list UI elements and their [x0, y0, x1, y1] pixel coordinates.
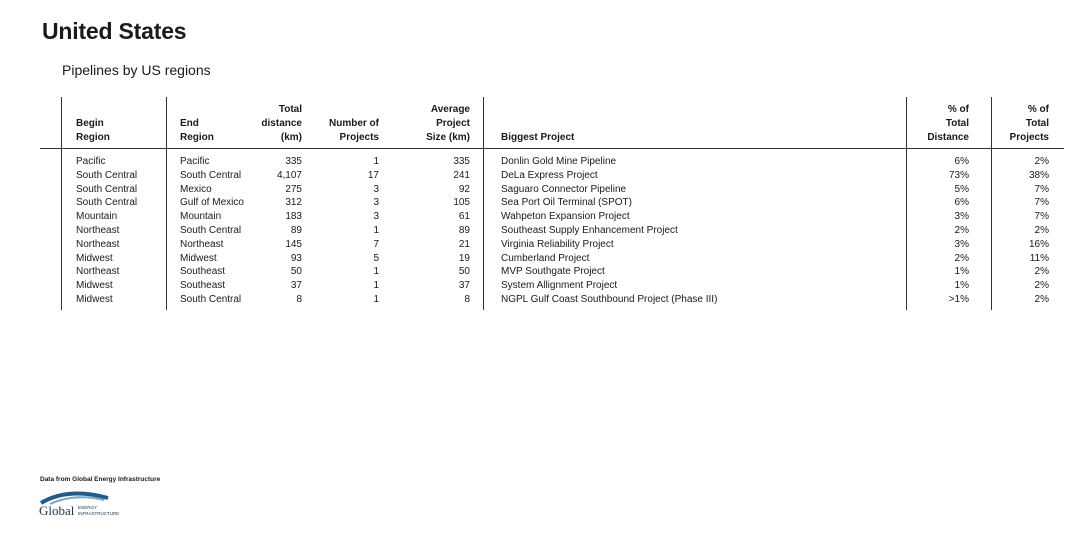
cell-begin-region: Northeast	[76, 238, 120, 250]
cell-pct-projects: 7%	[1034, 197, 1049, 209]
cell-pct-projects: 2%	[1034, 156, 1049, 167]
cell-end-region: Mountain	[180, 211, 222, 223]
cell-number-of-projects: 1	[373, 225, 379, 236]
cell-number-of-projects: 1	[373, 280, 379, 292]
cell-total-distance: 183	[285, 211, 302, 223]
table-row	[40, 224, 1064, 238]
cell-number-of-projects: 3	[373, 183, 379, 195]
cell-pct-distance: 2%	[954, 225, 969, 236]
cell-number-of-projects: 1	[373, 156, 379, 167]
header-pct-distance: % of Total Distance	[927, 104, 969, 143]
cell-pct-distance: 3%	[954, 211, 969, 223]
pipelines-table	[40, 97, 1064, 311]
table-row	[40, 252, 1064, 266]
cell-begin-region: Mountain	[76, 211, 118, 223]
cell-average-size: 19	[458, 252, 470, 264]
cell-number-of-projects: 1	[373, 294, 379, 305]
cell-total-distance: 4,107	[276, 169, 302, 181]
cell-average-size: 335	[453, 156, 470, 167]
cell-biggest-project: DeLa Express Project	[501, 169, 598, 181]
cell-total-distance: 37	[290, 280, 302, 292]
table-row	[40, 210, 1064, 224]
cell-biggest-project: NGPL Gulf Coast Southbound Project (Phase III)	[501, 294, 718, 305]
cell-begin-region: South Central	[76, 169, 138, 181]
cell-pct-distance: 1%	[954, 266, 969, 278]
cell-end-region: Midwest	[180, 252, 217, 264]
cell-average-size: 61	[458, 211, 470, 223]
cell-pct-distance: 2%	[954, 252, 969, 264]
logo-main-text: Global	[39, 503, 75, 518]
page-title: United States	[42, 18, 187, 44]
cell-number-of-projects: 7	[373, 238, 379, 250]
cell-average-size: 50	[458, 266, 470, 278]
table-row	[40, 183, 1064, 197]
cell-begin-region: Midwest	[76, 280, 113, 292]
cell-pct-distance: 6%	[954, 197, 969, 209]
cell-begin-region: South Central	[76, 197, 138, 209]
header-end-region: End Region	[180, 118, 214, 143]
table-row	[40, 169, 1064, 183]
cell-pct-distance: >1%	[948, 294, 969, 305]
table-row	[40, 265, 1064, 279]
cell-pct-distance: 5%	[954, 183, 969, 195]
table-row	[40, 196, 1064, 210]
cell-average-size: 21	[458, 238, 470, 250]
cell-number-of-projects: 17	[367, 169, 379, 181]
cell-pct-projects: 16%	[1028, 238, 1049, 250]
cell-end-region: Northeast	[180, 238, 224, 250]
logo-swoosh-icon	[38, 489, 122, 519]
cell-average-size: 105	[453, 197, 470, 209]
cell-biggest-project: System Allignment Project	[501, 280, 618, 292]
cell-average-size: 241	[453, 169, 470, 181]
cell-begin-region: Pacific	[76, 156, 106, 167]
cell-begin-region: South Central	[76, 183, 138, 195]
cell-total-distance: 145	[285, 238, 302, 250]
cell-biggest-project: Donlin Gold Mine Pipeline	[501, 156, 617, 167]
header-total-distance: Total distance (km)	[261, 104, 302, 143]
cell-average-size: 89	[458, 225, 470, 236]
cell-end-region: Southeast	[180, 266, 226, 278]
cell-total-distance: 312	[285, 197, 302, 209]
cell-pct-distance: 73%	[948, 169, 969, 181]
cell-biggest-project: Wahpeton Expansion Project	[501, 211, 630, 223]
cell-pct-distance: 1%	[954, 280, 969, 292]
cell-pct-projects: 2%	[1034, 225, 1049, 236]
header-pct-projects: % of Total Projects	[1009, 104, 1049, 143]
table-row	[40, 293, 1064, 307]
cell-pct-distance: 3%	[954, 238, 969, 250]
cell-number-of-projects: 3	[373, 197, 379, 209]
cell-pct-distance: 6%	[954, 156, 969, 167]
cell-pct-projects: 2%	[1034, 280, 1049, 292]
cell-end-region: South Central	[180, 169, 242, 181]
cell-begin-region: Midwest	[76, 294, 113, 305]
table-row	[40, 155, 1064, 169]
cell-total-distance: 8	[296, 294, 302, 305]
cell-begin-region: Northeast	[76, 225, 120, 236]
header-divider	[40, 148, 1064, 149]
table-row	[40, 238, 1064, 252]
logo-line2-text: INFRASTRUCTURE	[78, 511, 120, 516]
cell-pct-projects: 38%	[1028, 169, 1049, 181]
cell-total-distance: 89	[290, 225, 302, 236]
cell-number-of-projects: 1	[373, 266, 379, 278]
cell-average-size: 92	[458, 183, 470, 195]
cell-biggest-project: Virginia Reliability Project	[501, 238, 614, 250]
cell-pct-projects: 2%	[1034, 294, 1049, 305]
cell-begin-region: Midwest	[76, 252, 113, 264]
header-number-of-projects: Number of Projects	[329, 118, 379, 143]
table-row	[40, 279, 1064, 293]
cell-biggest-project: Sea Port Oil Terminal (SPOT)	[501, 197, 632, 209]
cell-end-region: Gulf of Mexico	[180, 197, 244, 209]
logo-line1-text: ENERGY	[78, 505, 98, 510]
cell-pct-projects: 7%	[1034, 183, 1049, 195]
cell-average-size: 37	[458, 280, 470, 292]
cell-end-region: Mexico	[180, 183, 212, 195]
cell-end-region: Southeast	[180, 280, 226, 292]
cell-pct-projects: 7%	[1034, 211, 1049, 223]
header-biggest-project: Biggest Project	[501, 132, 575, 143]
cell-total-distance: 275	[285, 183, 302, 195]
header-average-size: Average Project Size (km)	[426, 104, 470, 143]
global-energy-logo	[38, 489, 122, 519]
cell-biggest-project: Saguaro Connector Pipeline	[501, 183, 627, 195]
data-source-note: Data from Global Energy Infrastructure	[40, 476, 161, 483]
cell-number-of-projects: 3	[373, 211, 379, 223]
cell-number-of-projects: 5	[373, 252, 379, 264]
cell-biggest-project: Southeast Supply Enhancement Project	[501, 225, 678, 236]
cell-total-distance: 335	[285, 156, 302, 167]
cell-end-region: Pacific	[180, 156, 210, 167]
cell-biggest-project: Cumberland Project	[501, 252, 590, 264]
page-subtitle: Pipelines by US regions	[62, 62, 211, 78]
cell-begin-region: Northeast	[76, 266, 120, 278]
header-begin-region: Begin Region	[76, 118, 110, 143]
cell-total-distance: 93	[290, 252, 302, 264]
cell-end-region: South Central	[180, 294, 242, 305]
cell-average-size: 8	[464, 294, 470, 305]
cell-total-distance: 50	[290, 266, 302, 278]
cell-biggest-project: MVP Southgate Project	[501, 266, 605, 278]
cell-pct-projects: 11%	[1029, 252, 1049, 264]
cell-pct-projects: 2%	[1034, 266, 1049, 278]
cell-end-region: South Central	[180, 225, 242, 236]
